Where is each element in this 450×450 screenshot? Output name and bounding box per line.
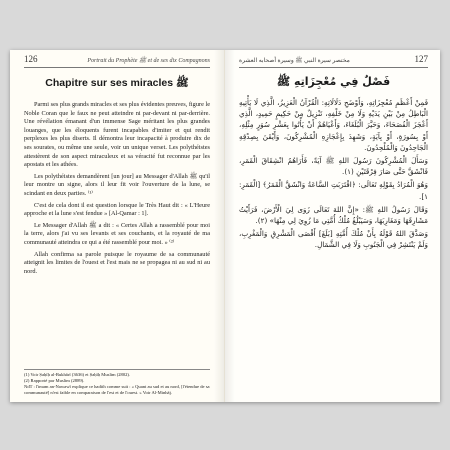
footnote-2: (2) Rapporté par Muslim (2889). — [24, 378, 85, 383]
paragraph-3: C'est de cela dont il est question lorsque le Très Haut dit : « L'Heure approche et la lune s'est fendue » [Al-Qamar : 1]. — [24, 201, 210, 218]
arabic-chapter-title: فَصْلٌ فِي مُعْجِزَاتِهِ ﷺ — [276, 75, 391, 88]
arabic-paragraph-4: وَقَالَ رَسُولُ اللهِ ﷺ: «إِنَّ اللهَ تَعَالَى زَوَى لِيَ الْأَرْضَ، فَرَأَيْتُ مَشَارِقَهَا وَمَغَارِبَهَا، وَسَيَبْلُغُ مُلْكُ أُمَّتِي مَا زُوِيَ لِي مِنْهَا» (٢). — [239, 204, 428, 226]
right-running-title: مختصر سيرة النبي ﷺ وسيرة أصحابه العشرة — [239, 58, 350, 64]
paragraph-5: Allah confirma sa parole puisque le royaume de sa communauté atteignit les limites de l'ouest et l'est mais ne se propagea ni au sud ni au nord. — [24, 250, 210, 275]
arabic-paragraph-2: وَسَأَلَ الْمُشْرِكُونَ رَسُولَ اللهِ ﷺ آيَةً، فَأَرَاهُمُ انْشِقَاقَ الْقَمَرِ، فَانْشَقَّ حَتَّى صَارَ فِرْقَتَيْنِ (١). — [239, 156, 428, 177]
footnote-ndt: NdT : l'imam an-Nawawī explique ce hadith comme suit : « Quant au sud et au nord, [l'étendue de sa communauté] n'est faible en comparaison de l'est et de l'ouest. » Voir Al-Minhāj. — [24, 384, 210, 395]
footnotes — [24, 369, 210, 396]
gutter-shadow — [225, 50, 235, 402]
right-running-head — [239, 54, 428, 68]
arabic-paragraph-1: فَمِنْ أَعْظَمِ مُعْجِزَاتِهِ، وَأَوْضَحِ دَلَالَاتِهِ: الْقُرْآنُ الْعَزِيزُ، الَّذِي لَا يَأْتِيهِ الْبَاطِلُ مِنْ بَيْنِ يَدَيْهِ وَلَا مِنْ خَلْفِهِ، تَنْزِيلٌ مِنْ حَكِيمٍ حَمِيدٍ، الَّذِي أَعْجَزَ الْفُصَحَاءَ، وَحَيَّرَ الْبُلَغَاءَ، وَأَعْيَاهُمْ أَنْ يَأْتُوا بِعَشْرِ سُوَرٍ مِثْلِهِ، أَوْ بِسُورَةٍ، أَوْ بِآيَةٍ، وَشَهِدَ بِإِعْجَازِهِ الْمُشْرِكُونَ، وَأَيْقَنَ بِصِدْقِهِ الْجَاحِدُونَ وَالْمُلْحِدُونَ. — [239, 98, 428, 152]
left-page-number: 126 — [24, 54, 38, 64]
right-page-arabic — [225, 50, 440, 402]
arabic-paragraph-3: وَهُوَ الْمُرَادُ بِقَوْلِهِ تَعَالَى: ﴿اقْتَرَبَتِ السَّاعَةُ وَانْشَقَّ الْقَمَرُ﴾ [الْقَمَرِ: ١]. — [239, 180, 428, 201]
right-page-number: 127 — [414, 54, 428, 64]
paragraph-2: Les polythéistes demandèrent [un jour] au Messager d'Allah ﷺ qu'il leur montre un signe, alors il leur fit voir l'ouverture de la lune, se scindant en deux parties. ⁽¹⁾ — [24, 172, 210, 197]
paragraph-1: Parmi ses plus grands miracles et ses plus évidentes preuves, figure le Noble Coran que le faux ne peut atteindre ni par-devant ni par-derrière. Une révélation émanant d'un immense Sage méritant les plus grandes louanges, que les éloquents furent incapables d'imiter et qui rendit perplexes les plus diserts. Il démontra leur incapacité à produire dix de ses sourates, ou même une seule, voir un unique verset. Les polythéistes attestèrent de son aspect miraculeux et sa véracité fut reconnue par les apostats et les athées. — [24, 101, 210, 169]
left-running-title: Portrait du Prophète ﷺ et de ses dix Compagnons — [87, 58, 210, 64]
left-page-french — [10, 50, 225, 402]
book-spread — [10, 50, 440, 402]
gutter-shadow — [214, 50, 224, 402]
footnote-1: (1) Voir Ṣaḥīḥ al-Bukhārī (3636) et Ṣaḥīḥ Muslim (2802). — [24, 372, 131, 377]
left-running-head — [24, 54, 210, 68]
paragraph-4: Le Messager d'Allah ﷺ a dit : « Certes Allah a rassemblé pour moi la terre, alors j'ai vu ses levants et ses couchants, et la royauté de ma communauté atteindra ce qui a été rassemblé pour moi. » ⁽²⁾ — [24, 221, 210, 246]
arabic-paragraph-5: وَصَدَّقَ اللهُ قَوْلَهُ بِأَنْ مُلْكَ أُمَّتِهِ [بَلَغَ] أَقْصَى الْمَشْرِقِ وَالْمَغْرِبِ، وَلَمْ يَنْتَشِرْ فِي الْجَنُوبِ وَلَا فِي الشَّمَالِ. — [239, 229, 428, 250]
chapter-title: Chapitre sur ses miracles ﷺ — [45, 77, 189, 89]
